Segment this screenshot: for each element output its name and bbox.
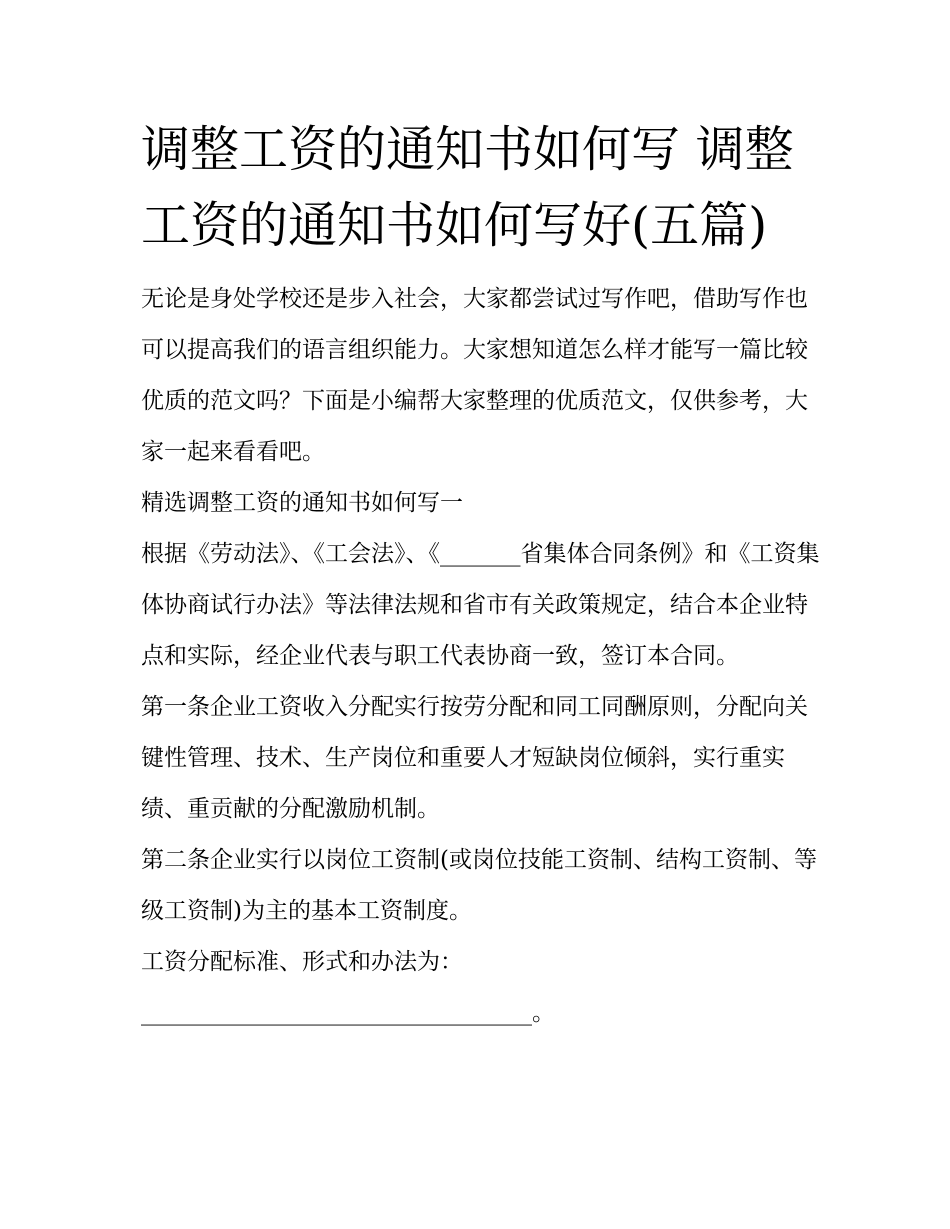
document-body [141, 274, 821, 1039]
document-title: 调整工资的通知书如何写 调整工资的通知书如何写好(五篇) [141, 121, 794, 254]
fill-in-blank-line: __________________________________。 [141, 1000, 555, 1026]
article-two-paragraph: 第二条企业实行以岗位工资制(或岗位技能工资制、结构工资制、等级工资制)为主的基本工资制度。 [141, 847, 817, 924]
intro-paragraph: 无论是身处学校还是步入社会，大家都尝试过写作吧，借助写作也可以提高我们的语言组织能力。大家想知道怎么样才能写一篇比较优质的范文吗？下面是小编帮大家整理的优质范文，仅供参考，大家一起来看看吧。 [141, 286, 808, 465]
article-one-paragraph: 第一条企业工资收入分配实行按劳分配和同工同酬原则，分配向关键性管理、技术、生产岗位和重要人才短缺岗位倾斜，实行重实绩、重贡献的分配激励机制。 [141, 694, 808, 822]
wage-standard-label: 工资分配标准、形式和办法为： [141, 949, 463, 975]
section-heading: 精选调整工资的通知书如何写一 [141, 490, 463, 516]
contract-preamble-paragraph: 根据《劳动法》、《工会法》、《_______省集体合同条例》和《工资集体协商试行办法》等法律法规和省市有关政策规定，结合本企业特点和实际，经企业代表与职工代表协商一致，签订本合同。 [141, 541, 820, 669]
